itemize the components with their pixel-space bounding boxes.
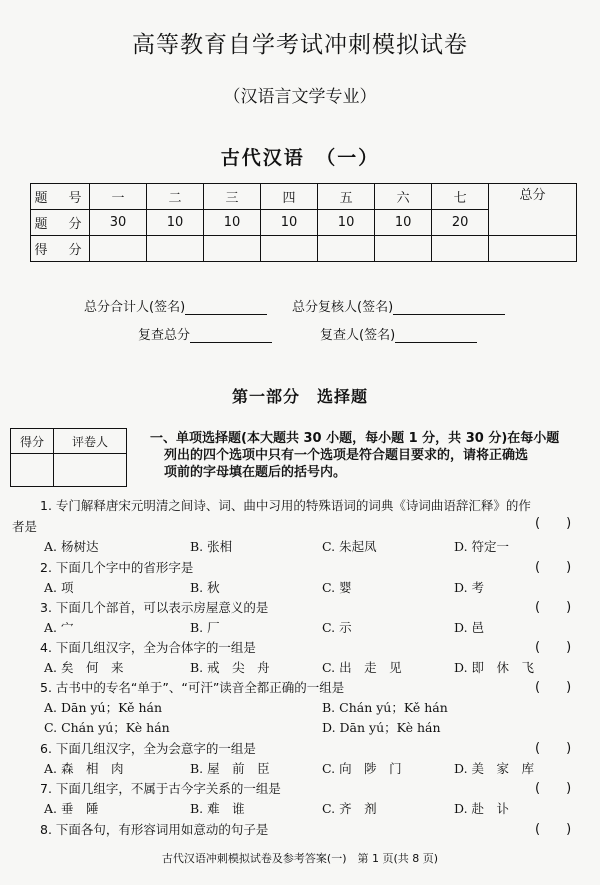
option: D. 符定一 xyxy=(454,539,510,554)
signature-reviewer xyxy=(320,324,477,343)
option: B. 屋 前 臣 xyxy=(190,761,270,776)
row-title: 得 分 xyxy=(31,236,90,262)
signature-line xyxy=(185,302,267,315)
signature-line xyxy=(395,330,477,343)
option: B. 秋 xyxy=(190,580,220,595)
option: B. 难 谁 xyxy=(190,801,245,816)
course-title: 古代汉语 （一） xyxy=(220,147,380,169)
score-table-row-number xyxy=(31,184,577,210)
option: D. 美 家 库 xyxy=(454,761,535,776)
instruction-line: 项前的字母填在题后的括号内。 xyxy=(164,465,347,480)
signature-label: 总分复核人(签名) xyxy=(292,300,394,315)
option: A. 宀 xyxy=(44,620,74,635)
grader-score-label: 得分 xyxy=(11,429,54,454)
option: B. 厂 xyxy=(190,620,220,635)
part-title: 第一部分 选择题 xyxy=(231,387,368,406)
earned-cell xyxy=(261,236,318,262)
earned-cell-total xyxy=(489,236,577,262)
answer-bracket: ( ) xyxy=(535,680,572,695)
question-stem: 3. 下面几个部首，可以表示房屋意义的是 xyxy=(40,600,269,615)
question-stem: 5. 古书中的专名“单于”、“可汗”读音全都正确的一组是 xyxy=(40,680,345,695)
column-header-total: 总分 xyxy=(489,184,577,236)
option: A. 矣 何 来 xyxy=(44,660,124,675)
points-cell: 30 xyxy=(90,210,147,236)
question-stem: 1. 专门解释唐宋元明清之间诗、词、曲中习用的特殊语词的词典《诗词曲语辞汇释》的作 xyxy=(40,498,531,513)
row-title: 题 分 xyxy=(31,210,90,236)
option: D. Dān yú；Kè hán xyxy=(322,720,441,735)
option: D. 考 xyxy=(454,580,485,595)
instruction-line: 列出的四个选项中只有一个选项是符合题目要求的，请将正确选 xyxy=(164,448,529,463)
signature-label: 复查总分 xyxy=(138,328,191,343)
answer-bracket: ( ) xyxy=(535,741,572,756)
question-stem: 2. 下面几个字中的省形字是 xyxy=(40,560,194,575)
signature-review-total xyxy=(138,324,272,343)
instruction-line: 一、单项选择题(本大题共 30 小题，每小题 1 分，共 30 分)在每小题 xyxy=(150,431,560,446)
points-cell: 10 xyxy=(147,210,204,236)
section-instructions xyxy=(150,430,570,481)
points-cell: 10 xyxy=(204,210,261,236)
option: D. 邑 xyxy=(454,620,485,635)
earned-cell xyxy=(204,236,261,262)
answer-bracket: ( ) xyxy=(535,600,572,615)
option: C. 婴 xyxy=(322,580,352,595)
column-header: 五 xyxy=(318,184,375,210)
answer-bracket: ( ) xyxy=(535,560,572,575)
option: A. 森 相 肉 xyxy=(44,761,124,776)
column-header: 一 xyxy=(90,184,147,210)
earned-cell xyxy=(432,236,489,262)
earned-cell xyxy=(375,236,432,262)
signature-label: 复查人(签名) xyxy=(320,328,396,343)
grader-name-label: 评卷人 xyxy=(54,429,127,454)
earned-cell xyxy=(147,236,204,262)
column-header: 三 xyxy=(204,184,261,210)
grader-name-cell xyxy=(54,454,127,487)
page-footer: 古代汉语冲刺模拟试卷及参考答案(一) 第 1 页(共 8 页) xyxy=(161,852,439,865)
option: D. 赴 讣 xyxy=(454,801,510,816)
points-cell: 10 xyxy=(261,210,318,236)
option: C. 朱起凤 xyxy=(322,539,377,554)
row-title: 题 号 xyxy=(31,184,90,210)
signature-total-adder xyxy=(84,296,267,315)
question-stem: 7. 下面几组字，不属于古今字关系的一组是 xyxy=(40,781,281,796)
points-cell: 20 xyxy=(432,210,489,236)
points-cell: 10 xyxy=(375,210,432,236)
points-cell: 10 xyxy=(318,210,375,236)
question-stem-continued: 者是 xyxy=(12,519,38,534)
earned-cell xyxy=(318,236,375,262)
grader-box xyxy=(10,428,127,487)
answer-bracket: ( ) xyxy=(535,516,572,531)
option: B. 张相 xyxy=(190,539,233,554)
column-header: 六 xyxy=(375,184,432,210)
answer-bracket: ( ) xyxy=(535,781,572,796)
question-stem: 8. 下面各句，有形容词用如意动的句子是 xyxy=(40,822,269,837)
question-stem: 6. 下面几组汉字，全为会意字的一组是 xyxy=(40,741,256,756)
answer-bracket: ( ) xyxy=(535,822,572,837)
exam-subtitle: （汉语言文学专业） xyxy=(223,87,377,107)
option: A. 杨树达 xyxy=(44,539,99,554)
option: A. 项 xyxy=(44,580,74,595)
option: C. Chán yú；Kè hán xyxy=(44,720,170,735)
signature-line xyxy=(393,302,505,315)
signature-line xyxy=(190,330,272,343)
score-table xyxy=(30,183,577,262)
signature-total-reviewer xyxy=(292,296,505,315)
option: C. 出 走 见 xyxy=(322,660,402,675)
option: A. 垂 陲 xyxy=(44,801,99,816)
option: C. 向 陟 门 xyxy=(322,761,402,776)
column-header: 四 xyxy=(261,184,318,210)
grader-score-cell xyxy=(11,454,54,487)
option: C. 示 xyxy=(322,620,352,635)
score-table-row-earned xyxy=(31,236,577,262)
option: A. Dān yú；Kě hán xyxy=(44,700,163,715)
answer-bracket: ( ) xyxy=(535,640,572,655)
question-stem: 4. 下面几组汉字，全为合体字的一组是 xyxy=(40,640,256,655)
column-header: 七 xyxy=(432,184,489,210)
option: C. 齐 剂 xyxy=(322,801,377,816)
option: B. Chán yú；Kě hán xyxy=(322,700,448,715)
earned-cell xyxy=(90,236,147,262)
exam-title: 高等教育自学考试冲刺模拟试卷 xyxy=(132,32,468,58)
column-header: 二 xyxy=(147,184,204,210)
signature-label: 总分合计人(签名) xyxy=(84,300,186,315)
option: D. 即 休 飞 xyxy=(454,660,535,675)
option: B. 戒 尖 舟 xyxy=(190,660,270,675)
